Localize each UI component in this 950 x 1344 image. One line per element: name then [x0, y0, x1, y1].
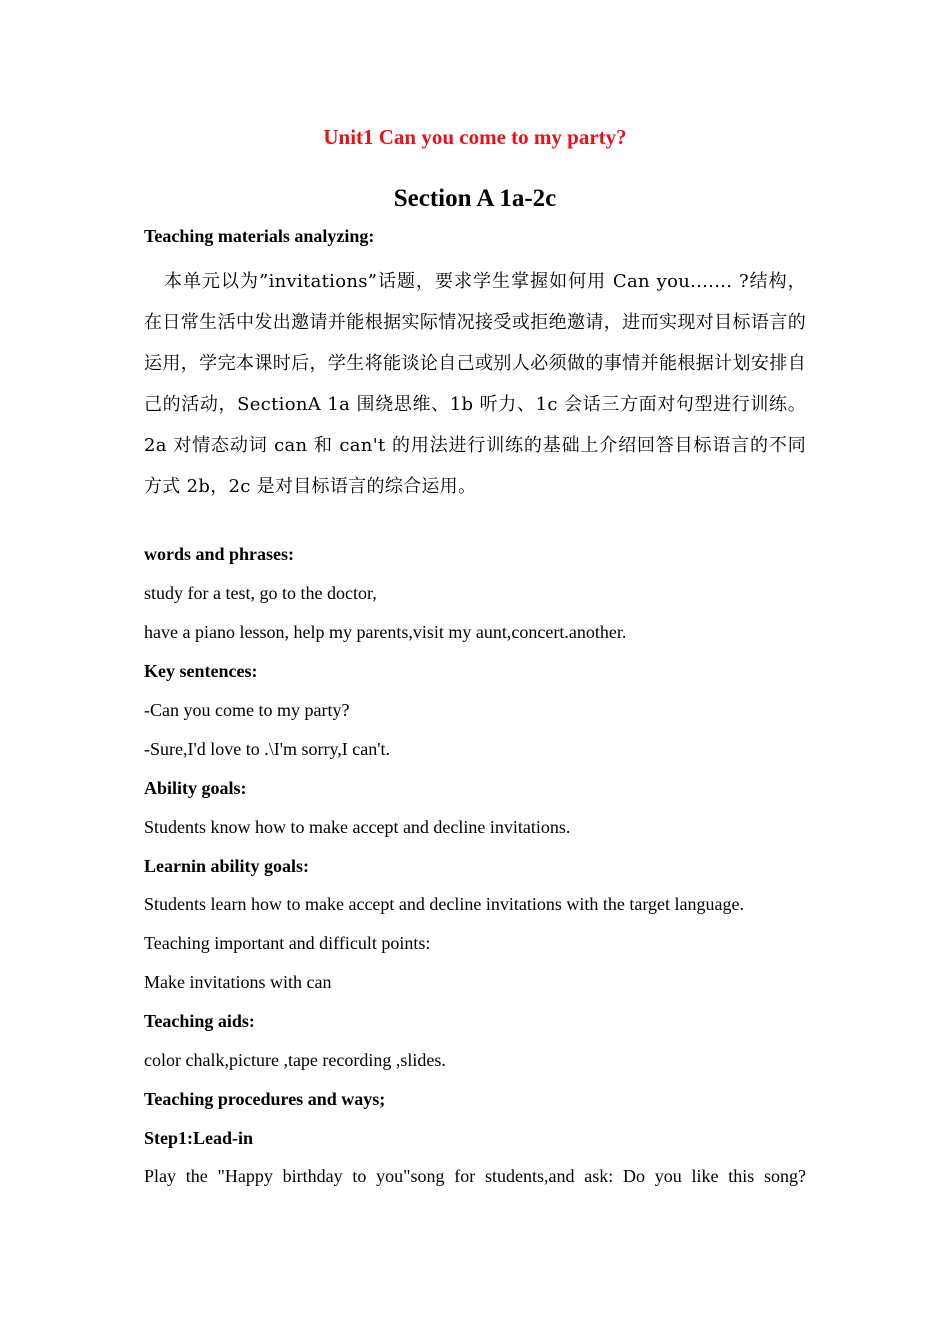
- words-line-1: study for a test, go to the doctor,: [144, 583, 377, 603]
- important-points-heading: Teaching important and difficult points:: [144, 933, 431, 953]
- ability-goals-heading: Ability goals:: [144, 778, 247, 798]
- step1-text: Play the "Happy birthday to you"song for students,and ask: Do you like this song?: [144, 1166, 806, 1186]
- learning-goals-heading: Learnin ability goals:: [144, 856, 310, 876]
- teaching-aids-heading: Teaching aids:: [144, 1011, 255, 1031]
- procedures-heading: Teaching procedures and ways;: [144, 1089, 386, 1109]
- key-sentences-heading: Key sentences:: [144, 661, 258, 681]
- key-sentence-2: -Sure,I'd love to .\I'm sorry,I can't.: [144, 739, 390, 759]
- teaching-aids-text: color chalk,picture ,tape recording ,slides.: [144, 1050, 446, 1070]
- learning-goals-text: Students learn how to make accept and decline invitations with the target language.: [144, 894, 744, 914]
- teaching-materials-heading: Teaching materials analyzing:: [144, 226, 375, 246]
- ability-goals-text: Students know how to make accept and decline invitations.: [144, 817, 571, 837]
- section-title: Section A 1a-2c: [393, 185, 557, 212]
- words-line-2: have a piano lesson, help my parents,visit my aunt,concert.another.: [144, 622, 627, 642]
- step1-heading: Step1:Lead-in: [144, 1128, 254, 1148]
- important-points-text: Make invitations with can: [144, 972, 332, 992]
- key-sentence-1: -Can you come to my party?: [144, 700, 350, 720]
- teaching-materials-paragraph: 本单元以为”invitations”话题，要求学生掌握如何用 Can you....... ?结构，在日常生活中发出邀请并能根据实际情况接受或拒绝邀请，进而实现对目标语言的运用，学完本课时后，学生将能谈论自己或别人必须做的事情并能根据计划安排自己的活动，SectionA 1a 围绕思维、1b 听力、1c 会话三方面对句型进行训练。2a 对情态动词 can 和 can't 的用法进行训练的基础上介绍回答目标语言的不同方式 2b，2c 是对目标语言的综合运用。: [144, 271, 806, 497]
- unit-title: Unit1 Can you come to my party?: [323, 125, 627, 149]
- words-heading: words and phrases:: [144, 544, 295, 564]
